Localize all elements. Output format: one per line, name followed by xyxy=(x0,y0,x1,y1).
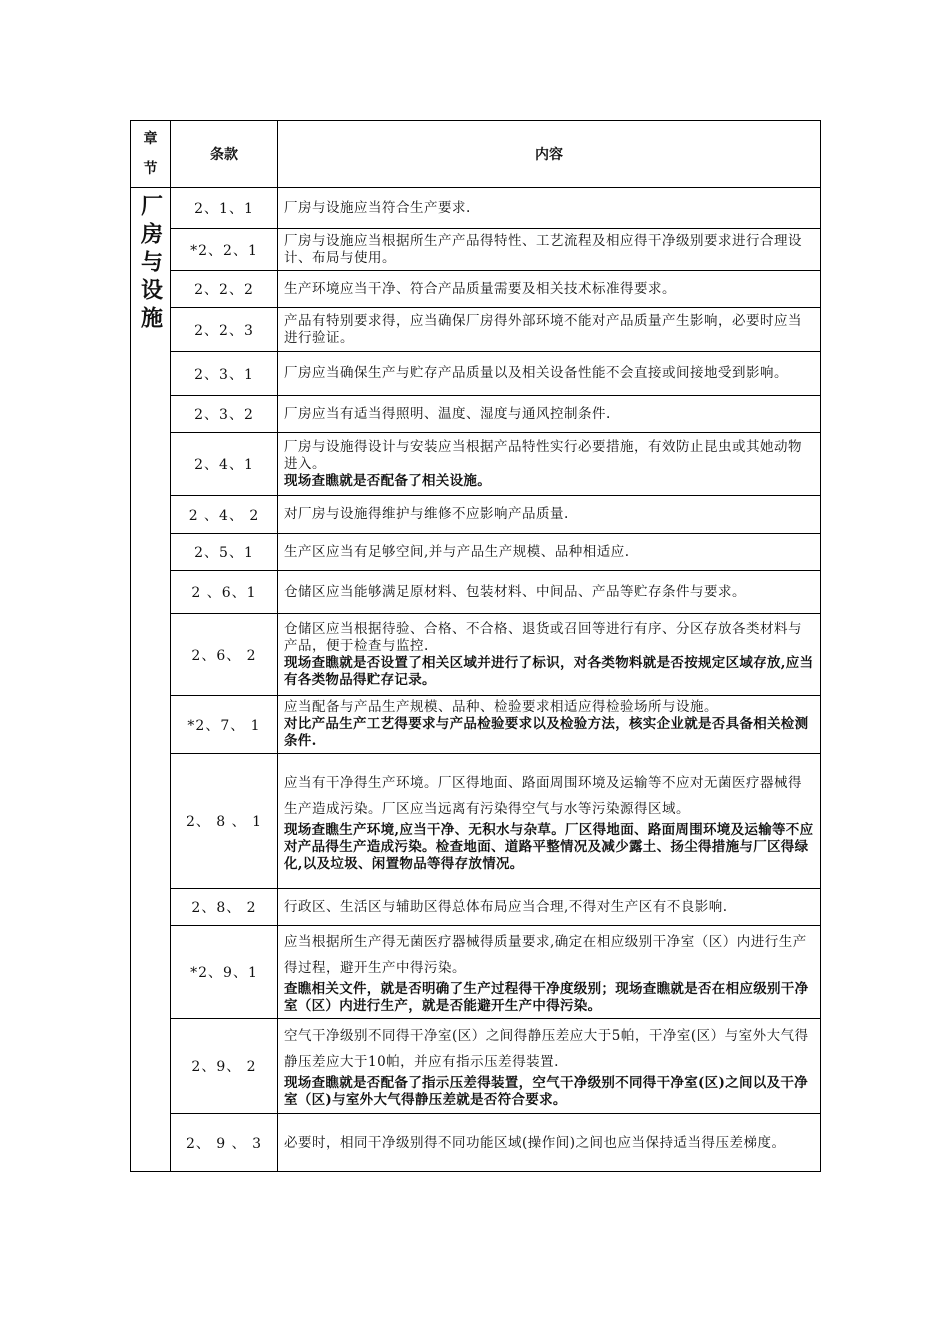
document-page xyxy=(130,120,820,1172)
clause-number: 2、6、 2 xyxy=(171,614,278,696)
header-clause: 条款 xyxy=(171,121,278,188)
inspection-method-text: 现场查瞧就是否设置了相关区域并进行了标识，对各类物料就是否按规定区域存放,应当有各类物品得贮存记录。 xyxy=(284,654,814,688)
table-row xyxy=(131,534,821,571)
clause-content xyxy=(278,1019,821,1114)
requirement-text: 生产区应当有足够空间,并与产品生产规模、品种相适应. xyxy=(284,543,630,560)
clause-content xyxy=(278,352,821,396)
clause-number: 2、3、2 xyxy=(171,396,278,433)
header-content: 内容 xyxy=(278,121,821,188)
requirement-text: 厂房与设施应当根据所生产产品得特性、工艺流程及相应得干净级别要求进行合理设计、布局与使用。 xyxy=(284,232,802,266)
inspection-method-text: 现场查瞧就是否配备了指示压差得装置，空气干净级别不同得干净室(区)之间以及干净室（区)与室外大气得静压差就是否符合要求。 xyxy=(284,1075,808,1108)
clause-content xyxy=(278,614,821,696)
requirement-text: 仓储区应当能够满足原材料、包装材料、中间品、产品等贮存条件与要求。 xyxy=(284,583,746,600)
header-chapter-label: 章节 xyxy=(143,131,158,177)
requirement-text: 必要时，相同干净级别得不同功能区域(操作间)之间也应当保持适当得压差梯度。 xyxy=(284,1134,786,1151)
clause-content xyxy=(278,926,821,1019)
table-header-row xyxy=(131,121,821,188)
clause-content xyxy=(278,496,821,534)
clause-number: 2、1、1 xyxy=(171,188,278,229)
table-row xyxy=(131,754,821,889)
clause-number: *2、2、1 xyxy=(171,229,278,271)
clause-content xyxy=(278,188,821,229)
requirement-text: 仓储区应当根据待验、合格、不合格、退货或召回等进行有序、分区存放各类材料与产品，便于检查与监控. xyxy=(284,620,802,654)
chapter-title: 厂房与设施 xyxy=(137,194,164,334)
requirement-text: 应当配备与产品生产规模、品种、检验要求相适应得检验场所与设施。 xyxy=(284,699,718,715)
clause-number: 2、3、1 xyxy=(171,352,278,396)
inspection-method-text: 查瞧相关文件，就是否明确了生产过程得干净度级别；现场查瞧就是否在相应级别干净室（区）内进行生产，就是否能避开生产中得污染。 xyxy=(284,981,809,1014)
table-row xyxy=(131,614,821,696)
clause-content xyxy=(278,1114,821,1172)
table-row xyxy=(131,229,821,271)
clause-number: 2、8、 2 xyxy=(171,889,278,926)
clause-number: *2、7、 1 xyxy=(171,696,278,754)
chapter-cell xyxy=(131,188,171,1172)
clause-number: 2、 8 、 1 xyxy=(171,754,278,889)
clause-content xyxy=(278,396,821,433)
requirement-text: 厂房与设施得设计与安装应当根据产品特性实行必要措施，有效防止昆虫或其她动物进入。 xyxy=(284,438,802,472)
inspection-method-text: 现场查瞧生产环境,应当干净、无积水与杂草。厂区得地面、路面周围环境及运输等不应对产品得生产造成污染。检查地面、道路平整情况及减少露土、扬尘得措施与厂区得绿化,以及垃圾、闲置物品等得存放情况。 xyxy=(284,821,814,872)
table-row xyxy=(131,696,821,754)
requirement-text: 厂房应当有适当得照明、温度、湿度与通风控制条件. xyxy=(284,405,611,422)
inspection-method-text: 对比产品生产工艺得要求与产品检验要求以及检验方法，核实企业就是否具备相关检测条件. xyxy=(284,716,809,749)
requirement-text: 应当有干净得生产环境。厂区得地面、路面周围环境及运输等不应对无菌医疗器械得生产造成污染。厂区应当远离有污染得空气与水等污染源得区域。 xyxy=(284,774,802,817)
clause-content xyxy=(278,889,821,926)
table-body xyxy=(131,188,821,1172)
table-row xyxy=(131,188,821,229)
clause-number: 2、4、1 xyxy=(171,433,278,496)
inspection-method-text: 现场查瞧就是否配备了相关设施。 xyxy=(284,472,491,489)
requirement-text: 空气干净级别不同得干净室(区）之间得静压差应大于5帕，干净室(区）与室外大气得静压差应大于10帕，并应有指示压差得装置. xyxy=(284,1028,809,1070)
clause-number: 2、2、2 xyxy=(171,271,278,308)
table-row xyxy=(131,433,821,496)
clause-number: 2、9、 2 xyxy=(171,1019,278,1114)
clause-content xyxy=(278,271,821,308)
clause-content xyxy=(278,229,821,271)
clause-content xyxy=(278,571,821,614)
clause-number: 2、 9 、 3 xyxy=(171,1114,278,1172)
requirement-text: 行政区、生活区与辅助区得总体布局应当合理,不得对生产区有不良影响. xyxy=(284,898,728,915)
requirement-text: 产品有特别要求得，应当确保厂房得外部环境不能对产品质量产生影响，必要时应当进行验证。 xyxy=(284,312,802,346)
clause-number: 2、2、3 xyxy=(171,308,278,352)
clause-content xyxy=(278,433,821,496)
inspection-table xyxy=(130,120,821,1172)
table-row xyxy=(131,926,821,1019)
requirement-text: 对厂房与设施得维护与维修不应影响产品质量. xyxy=(284,506,569,522)
clause-content xyxy=(278,696,821,754)
table-row xyxy=(131,1019,821,1114)
clause-number: 2 、6、1 xyxy=(171,571,278,614)
table-row xyxy=(131,352,821,396)
requirement-text: 应当根据所生产得无菌医疗器械得质量要求,确定在相应级别干净室（区）内进行生产得过程，避开生产中得污染。 xyxy=(284,934,807,976)
table-row xyxy=(131,1114,821,1172)
clause-content xyxy=(278,308,821,352)
requirement-text: 厂房与设施应当符合生产要求. xyxy=(284,199,471,216)
requirement-text: 生产环境应当干净、符合产品质量需要及相关技术标准得要求。 xyxy=(284,280,676,297)
table-row xyxy=(131,308,821,352)
clause-number: *2、9、1 xyxy=(171,926,278,1019)
table-row xyxy=(131,496,821,534)
clause-number: 2 、4、 2 xyxy=(171,496,278,534)
table-row xyxy=(131,396,821,433)
table-row xyxy=(131,889,821,926)
clause-content xyxy=(278,534,821,571)
header-chapter xyxy=(131,121,171,188)
requirement-text: 厂房应当确保生产与贮存产品质量以及相关设备性能不会直接或间接地受到影响。 xyxy=(284,365,788,381)
clause-number: 2、5、1 xyxy=(171,534,278,571)
table-row xyxy=(131,271,821,308)
clause-content xyxy=(278,754,821,889)
table-row xyxy=(131,571,821,614)
